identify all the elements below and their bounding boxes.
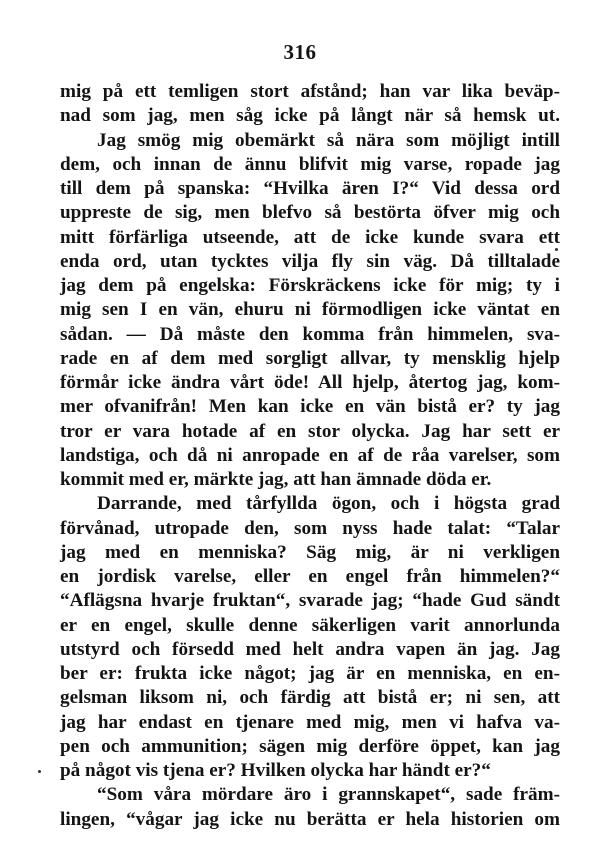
text-line: förmår icke ändra vårt öde! All hjelp, återtog jag, kom- (60, 372, 560, 393)
print-speck (555, 248, 558, 251)
text-line: förvånad, utropade den, som nyss hade talat: “Talar (60, 517, 560, 539)
text-line: mig sen I en vän, ehuru ni förmodligen icke väntat en (60, 299, 560, 321)
text-line: “Aflägsna hvarje fruktan“, svarade jag; “hade Gud sändt (60, 590, 560, 612)
text-line: enda ord, utan tycktes vilja fly sin väg. Då tilltalade (60, 250, 560, 272)
text-line: pen och ammunition; sägen mig derföre öppet, kan jag (60, 735, 560, 757)
print-speck (38, 770, 41, 773)
text-line: mer ofvanifrån! Men kan icke en vän bistå er? ty jag (60, 396, 560, 418)
text-line: utstyrd och försedd med helt andra vapen än jag. Jag (60, 638, 560, 660)
text-line: dem, och innan de ännu blifvit mig varse, ropade jag (60, 153, 560, 175)
text-line: uppreste de sig, men blefvo så bestörta öfver mig och (60, 202, 560, 224)
text-line: en jordisk varelse, eller en engel från himmelen?“ (60, 566, 560, 587)
text-line: kommit med er, märkte jag, att han ämnade döda er. (60, 469, 492, 490)
text-line: på något vis tjena er? Hvilken olycka har händt er?“ (60, 760, 491, 781)
page-number: 316 (283, 40, 317, 64)
text-line: Darrande, med tårfyllda ögon, och i högsta grad (97, 493, 560, 515)
text-line: mig på ett temligen stort afstånd; han var lika beväp- (60, 81, 560, 102)
text-line: Jag smög mig obemärkt så nära som möjligt intill (97, 129, 560, 151)
text-line: sådan. — Då måste den komma från himmelen, sva- (60, 323, 560, 345)
text-line: nad som jag, men såg icke på långt när så hemsk ut. (60, 105, 560, 127)
text-line: till dem på spanska: “Hvilka ären I?“ Vid dessa ord (60, 178, 560, 199)
text-line: tror er vara hotade af en stor olycka. Jag har sett er (60, 420, 560, 442)
text-line: lingen, “vågar jag icke nu berätta er hela historien om (60, 808, 560, 830)
text-line: ber er: frukta icke något; jag är en menniska, en en- (60, 663, 560, 684)
text-line: “Som våra mördare äro i grannskapet“, sade främ- (97, 784, 560, 806)
text-line: landstiga, och då ni anropade en af de råa varelser, som (60, 444, 560, 466)
body-text (60, 80, 560, 832)
text-line: gelsman liksom ni, och färdig att bistå er; ni sen, att (60, 687, 560, 709)
text-line: jag dem på engelska: Förskräckens icke för mig; ty i (60, 275, 560, 296)
text-line: jag med en menniska? Säg mig, är ni verkligen (60, 541, 560, 563)
text-line: rade en af dem med sorgligt allvar, ty mensklig hjelp (60, 347, 560, 369)
text-line: jag har endast en tjenare med mig, men vi hafva va- (60, 711, 560, 733)
text-line: er en engel, skulle denne säkerligen varit annorlunda (60, 614, 560, 636)
text-line: mitt förfärliga utseende, att de icke kunde svara ett (60, 226, 560, 248)
